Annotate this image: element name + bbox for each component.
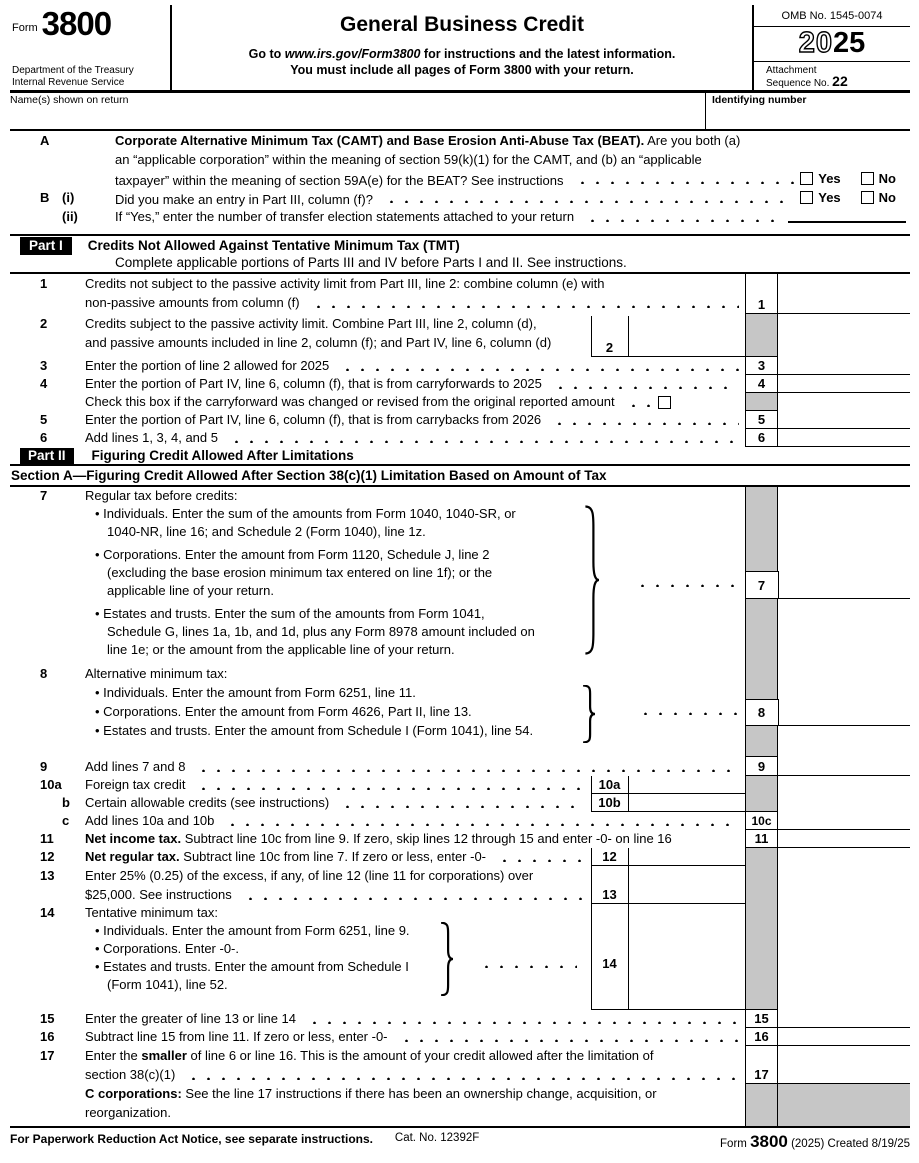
line-number: 2 [40, 316, 48, 331]
part1-heading: Credits Not Allowed Against Tentative Minimum Tax (TMT) [87, 238, 460, 253]
question-a-yes-checkbox[interactable] [800, 172, 813, 185]
line-17-amount[interactable] [778, 1046, 910, 1084]
footer-form-word: Form [720, 1138, 751, 1150]
line-17-post: of line 6 or line 16. This is the amount of your credit allowed after the limitation of [186, 1048, 654, 1063]
part2-badge: Part II [20, 448, 74, 464]
line-12-text: Subtract line 10c from line 7. If zero or less, enter -0- [179, 849, 487, 864]
line-number: 13 [40, 868, 55, 883]
line-5-box-label: 5 [745, 411, 778, 429]
line-13-inner-box [591, 866, 746, 904]
line-14-inner-box [591, 904, 746, 1010]
line-2 [10, 314, 910, 357]
line-15-amount[interactable] [778, 1010, 910, 1028]
line-16-box-label: 16 [745, 1028, 778, 1046]
form-footer [10, 1126, 910, 1152]
empty-cell [778, 776, 910, 794]
line-10a-text: Foreign tax credit [85, 777, 186, 792]
line-15-box-label: 15 [745, 1010, 778, 1028]
line-15-text: Enter the greater of line 13 or line 14 [85, 1011, 297, 1026]
dotted-leader [573, 180, 795, 184]
footer-form-id [625, 1132, 910, 1152]
question-b-no-checkbox[interactable] [861, 191, 874, 204]
form-number-block [10, 5, 172, 90]
line-8-box-label: 8 [745, 699, 779, 726]
title-block [172, 5, 752, 90]
line-6-box-label: 6 [745, 429, 778, 447]
shaded-cell [745, 794, 778, 812]
line-number: 5 [40, 412, 48, 427]
shaded-cell [745, 776, 778, 794]
line-number: 12 [40, 849, 55, 864]
line-8-bullet3: • Estates and trusts. Enter the amount from Schedule I (Form 1041), line 54. [95, 723, 534, 738]
line-14-amount[interactable] [629, 904, 746, 1009]
form-title: General Business Credit [340, 13, 584, 36]
part1-header [10, 234, 910, 274]
line-10a [10, 776, 910, 794]
question-a-bold: Corporate Alternative Minimum Tax (CAMT) and Base Erosion Anti-Abuse Tax (BEAT). [115, 133, 645, 148]
note-bold: C corporations: [85, 1086, 182, 1101]
curly-brace [583, 505, 599, 655]
line-11 [10, 830, 910, 848]
question-a-letter: A [40, 133, 50, 148]
line-6-text: Add lines 1, 3, 4, and 5 [85, 430, 218, 445]
line-9-box-label: 9 [745, 757, 778, 776]
line-16-text: Subtract line 15 from line 11. If zero or less, enter -0- [85, 1029, 388, 1044]
line-16-amount[interactable] [778, 1028, 910, 1046]
line-1-amount[interactable] [778, 274, 910, 314]
line-8-amount[interactable] [778, 665, 910, 757]
line-14-bullet3b: (Form 1041), line 52. [107, 977, 228, 992]
form-word: Form [12, 22, 38, 34]
dotted-leader [194, 768, 739, 772]
part2-heading: Figuring Credit Allowed After Limitations [91, 448, 354, 463]
line-4 [10, 375, 910, 393]
dotted-leader [227, 439, 739, 443]
line-7-bullet3: • Estates and trusts. Enter the sum of the amounts from Form 1041, [95, 606, 485, 621]
line-14-bullet2: • Corporations. Enter -0-. [95, 941, 239, 956]
dotted-leader [184, 1076, 739, 1080]
carryforward-checkbox[interactable] [658, 396, 671, 409]
omb-year-block [752, 5, 910, 90]
line-7-bullet2b: (excluding the base erosion minimum tax entered on line 1f); or the [107, 565, 493, 580]
form-number: 3800 [41, 5, 112, 42]
question-b-ii-text: If “Yes,” enter the number of transfer election statements attached to your return [115, 209, 575, 224]
name-row [10, 93, 910, 131]
dotted-leader [551, 385, 739, 389]
empty-cell [778, 794, 910, 812]
irs-url: www.irs.gov/Form3800 [284, 47, 421, 61]
shaded-cell [745, 848, 778, 866]
part1-subheading: Complete applicable portions of Parts III and IV before Parts I and II. See instructions. [115, 255, 627, 270]
shaded-cell [745, 904, 778, 1010]
line-number: 3 [40, 358, 48, 373]
line-7-heading: Regular tax before credits: [85, 488, 238, 503]
line-12-bold: Net regular tax. [85, 849, 180, 864]
note-text: See the line 17 instructions if there has been an ownership change, acquisition, or [181, 1086, 657, 1101]
entry-line [778, 598, 910, 599]
line-7-amount[interactable] [778, 487, 910, 665]
line-7 [10, 487, 910, 665]
line-number: 9 [40, 759, 48, 774]
form-instructions-note [172, 46, 752, 78]
name-field[interactable]: Name(s) shown on return [10, 94, 129, 106]
empty-cell [778, 866, 910, 904]
line-8-heading: Alternative minimum tax: [85, 666, 228, 681]
line-7-bullet1b: 1040-NR, line 16; and Schedule 2 (Form 1040), line 1z. [107, 524, 426, 539]
dotted-leader [382, 199, 794, 203]
line-10a-amount[interactable] [629, 776, 746, 793]
line-13-box-label: 13 [592, 866, 629, 903]
dotted-leader [583, 218, 780, 222]
attachment-line-2: Sequence No. [766, 78, 833, 89]
empty-cell [778, 848, 910, 866]
agency-line-1: Department of the Treasury [12, 65, 134, 76]
line-number: 8 [40, 666, 48, 681]
line-10b-text: Certain allowable credits (see instructions) [85, 795, 330, 810]
question-b-i-text: Did you make an entry in Part III, column (f)? [115, 192, 373, 207]
line-14-bullet3: • Estates and trusts. Enter the amount from Schedule I [95, 959, 409, 974]
question-a-line2: an “applicable corporation” within the meaning of section 59(k)(1) for the CAMT, and (b) an “applicable [115, 152, 702, 167]
line-12-inner-box [591, 848, 746, 866]
line-10c-amount[interactable] [778, 812, 910, 830]
question-a-no-checkbox[interactable] [861, 172, 874, 185]
line-12-box-label: 12 [592, 848, 629, 865]
line-2-right-area [778, 314, 910, 357]
dotted-leader [636, 711, 741, 715]
omb-number: OMB No. 1545-0074 [754, 5, 910, 27]
transfer-statements-entry[interactable] [788, 221, 906, 223]
line-13 [10, 866, 910, 904]
line-15 [10, 1010, 910, 1028]
form-header [10, 5, 910, 93]
catalog-number: Cat. No. 12392F [394, 1132, 480, 1144]
dotted-leader [241, 896, 583, 900]
dotted-leader [223, 822, 739, 826]
year-outline-digits: 20 [798, 27, 833, 59]
section-a-heading: Section A—Figuring Credit Allowed After Section 38(c)(1) Limitation Based on Amount of Tax [10, 466, 910, 487]
line-letter: b [62, 795, 70, 810]
empty-cell [778, 393, 910, 411]
dotted-leader [633, 583, 741, 587]
line-2-amount[interactable] [629, 316, 746, 356]
line-number: 10a [40, 777, 62, 792]
paperwork-notice: For Paperwork Reduction Act Notice, see separate instructions. [10, 1132, 373, 1146]
question-b-ii [10, 207, 910, 229]
dotted-leader [305, 1020, 739, 1024]
line-10c [10, 812, 910, 830]
line-4-box-label: 4 [745, 375, 778, 393]
line-17-text2: section 38(c)(1) [85, 1067, 176, 1082]
line-1-text2: non-passive amounts from column (f) [85, 295, 300, 310]
dotted-leader [477, 964, 577, 968]
line-6-amount[interactable] [778, 429, 910, 447]
line-number: 7 [40, 488, 48, 503]
part2-header [10, 447, 910, 466]
line-3-box-label: 3 [745, 357, 778, 375]
question-a-line3: taxpayer” within the meaning of section 59A(e) for the BEAT? See instructions [115, 173, 564, 188]
question-b-i [10, 188, 910, 207]
line-7-bullet2: • Corporations. Enter the amount from Form 1120, Schedule J, line 2 [95, 547, 490, 562]
dotted-leader [309, 304, 739, 308]
yes-label: Yes [818, 171, 841, 186]
dotted-leader [495, 858, 583, 862]
line-2-text2: and passive amounts included in line 2, column (f); and Part IV, line 6, column (d) [85, 335, 552, 350]
line-8-bullet2: • Corporations. Enter the amount from Form 4626, Part II, line 13. [95, 704, 472, 719]
line-7-number-column [745, 487, 778, 665]
line-11-amount[interactable] [778, 830, 910, 848]
line-10b [10, 794, 910, 812]
line-8-number-column [745, 665, 778, 757]
line-10b-inner-box [591, 794, 746, 812]
line-12-amount[interactable] [629, 848, 746, 865]
line-4-text: Enter the portion of Part IV, line 6, column (f), that is from carryforwards to 2025 [85, 376, 542, 391]
year-solid-digits: 25 [833, 27, 866, 59]
agency-line-2: Internal Revenue Service [12, 76, 125, 88]
line-2-text: Credits subject to the passive activity limit. Combine Part III, line 2, column (d), [85, 316, 537, 331]
line-13-text2: $25,000. See instructions [85, 887, 232, 902]
footer-form-rest: (2025) Created 8/19/25 [787, 1138, 910, 1150]
line-11-box-label: 11 [745, 830, 778, 848]
question-a [10, 131, 910, 188]
line-16 [10, 1028, 910, 1046]
entry-line [778, 725, 910, 726]
sequence-number: 22 [832, 73, 848, 89]
line-number: 6 [40, 430, 48, 445]
question-b-i-label: (i) [62, 190, 75, 205]
attachment-line-1: Attachment [766, 65, 817, 76]
goto-pre: Go to [248, 47, 285, 61]
shaded-cell [745, 866, 778, 904]
line-10c-box-label: 10c [745, 812, 778, 830]
line-10b-amount[interactable] [629, 794, 746, 811]
line-12 [10, 848, 910, 866]
no-label: No [878, 190, 896, 205]
line-5-amount[interactable] [778, 411, 910, 429]
dotted-leader [550, 421, 739, 425]
yes-label: Yes [818, 190, 841, 205]
line-4-checkbox-row [10, 393, 910, 411]
line-number: 16 [40, 1029, 55, 1044]
line-number: 17 [40, 1048, 55, 1063]
line-7-box-label: 7 [745, 571, 779, 599]
line-17 [10, 1046, 910, 1084]
carryforward-checkbox-text: Check this box if the carryforward was changed or revised from the original reported amount [85, 394, 615, 409]
line-7-bullet3c: line 1e; or the amount from the applicable line of your return. [107, 642, 455, 657]
empty-cell [778, 904, 910, 1010]
line-7-bullet2c: applicable line of your return. [107, 583, 274, 598]
shaded-cell [745, 314, 778, 357]
line-3-amount[interactable] [778, 357, 910, 375]
line-9-text: Add lines 7 and 8 [85, 759, 186, 774]
include-note: You must include all pages of Form 3800 with your return. [290, 63, 634, 77]
line-2-box-label: 2 [592, 316, 629, 356]
line-14-box-label: 14 [592, 904, 629, 1009]
line-letter: c [62, 813, 70, 828]
line-17-bold: smaller [141, 1048, 187, 1063]
shaded-cell [745, 1084, 778, 1126]
question-b-ii-label: (ii) [62, 209, 78, 224]
line-1-box-label: 1 [745, 274, 778, 314]
line-8-bullet1: • Individuals. Enter the amount from Form 6251, line 11. [95, 685, 416, 700]
line-9 [10, 757, 910, 776]
curly-brace [439, 922, 453, 996]
no-label: No [878, 171, 896, 186]
line-14-heading: Tentative minimum tax: [85, 905, 218, 920]
line-3-text: Enter the portion of line 2 allowed for 2025 [85, 358, 330, 373]
line-11-bold: Net income tax. [85, 831, 182, 846]
question-b-yes-checkbox[interactable] [800, 191, 813, 204]
dotted-leader [194, 786, 583, 790]
tax-year [754, 27, 910, 62]
line-number: 4 [40, 376, 48, 391]
note-text2: reorganization. [85, 1105, 171, 1120]
line-10c-text: Add lines 10a and 10b [85, 813, 215, 828]
line-number: 15 [40, 1011, 55, 1026]
footer-form-number: 3800 [750, 1132, 788, 1151]
dotted-leader [397, 1038, 739, 1042]
question-a-rest: Are you both (a) [644, 133, 741, 148]
dotted-leader [624, 403, 652, 407]
part1-badge: Part I [20, 237, 72, 255]
line-11-text: Subtract line 10c from line 9. If zero, skip lines 12 through 15 and enter -0- on line 16 [181, 831, 672, 846]
shaded-cell [778, 1084, 910, 1126]
line-10a-box-label: 10a [592, 776, 629, 793]
line-17-box-label: 17 [745, 1046, 778, 1084]
line-1 [10, 274, 910, 314]
line-6 [10, 429, 910, 447]
attachment-sequence [754, 62, 910, 89]
agency-lines [12, 65, 164, 88]
line-10b-box-label: 10b [592, 794, 629, 811]
dotted-leader [338, 367, 739, 371]
line-7-bullet3b: Schedule G, lines 1a, 1b, and 1d, plus any Form 8978 amount included on [107, 624, 535, 639]
line-10a-inner-box [591, 776, 746, 794]
line-7-bullet1: • Individuals. Enter the sum of the amounts from Form 1040, 1040-SR, or [95, 506, 516, 521]
identifying-number-field[interactable]: Identifying number [705, 93, 910, 129]
line-number: 1 [40, 276, 48, 291]
line-number: 14 [40, 905, 55, 920]
line-13-text: Enter 25% (0.25) of the excess, if any, of line 12 (line 11 for corporations) over [85, 868, 534, 883]
line-14 [10, 904, 910, 1010]
line-9-amount[interactable] [778, 757, 910, 776]
curly-brace [581, 685, 595, 743]
line-2-inner-box [591, 316, 746, 357]
c-corporations-note [10, 1084, 910, 1126]
line-13-amount[interactable] [629, 866, 746, 903]
dotted-leader [338, 804, 583, 808]
line-8 [10, 665, 910, 757]
goto-post: for instructions and the latest information. [420, 47, 676, 61]
line-1-text: Credits not subject to the passive activity limit from Part III, line 2: combine column (e) with [85, 276, 605, 291]
line-3 [10, 357, 910, 375]
line-17-pre: Enter the [85, 1048, 142, 1063]
shaded-cell [745, 393, 778, 411]
line-5 [10, 411, 910, 429]
line-4-amount[interactable] [778, 375, 910, 393]
line-number: 11 [40, 831, 54, 846]
line-14-bullet1: • Individuals. Enter the amount from Form 6251, line 9. [95, 923, 410, 938]
question-b-letter: B [40, 190, 50, 205]
line-5-text: Enter the portion of Part IV, line 6, column (f), that is from carrybacks from 2026 [85, 412, 542, 427]
